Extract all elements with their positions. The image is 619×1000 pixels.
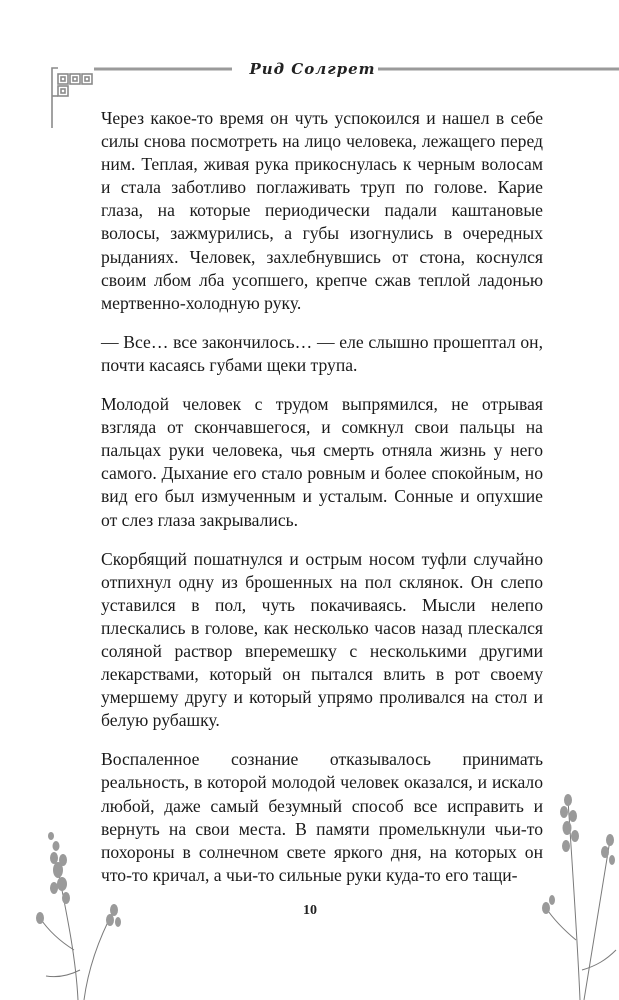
lavender-sprig-icon <box>540 780 619 1000</box>
running-title: Рид Солгрет <box>249 60 376 78</box>
paragraph: Молодой человек с трудом выпрямился, не отрывая взгляда от скончавшегося, и сомкнул свои пальцы на пальцах руки человека, чья смерть отняла жизнь у него самого. Дыхание его стало ровным и более спокойным, но вид его был измученным и усталым. Сонные и опухшие от слез глаза закрывались. <box>101 394 543 530</box>
paragraph: Воспаленное сознание отказывалось принимать реальность, в которой молодой человек оказался, и искало любой, даже самый безумный способ все исправить и вернуть на свои места. В памяти промелькнули чьи-то похороны в солнечном свете яркого дня, на которых он что-то кричал, а чьи-то сильные руки куда-то его тащи- <box>101 749 543 885</box>
paragraph: — Все… все закончилось… — еле слышно прошептал он, почти касаясь губами щеки трупа. <box>101 331 543 375</box>
paragraph: Скорбящий пошатнулся и острым носом туфли случайно отпихнул одну из брошенных на пол склянок. Он слепо уставился в пол, чуть покачиваясь. Мысли нелепо плескались в голове, как несколько часов назад плескался соляной раствор вперемешку с несколькими другими лекарствами, который он пытался влить в рот своему умершему другу и который упрямо проливался на стол и белую рубашку. <box>101 548 543 731</box>
lavender-sprig-icon <box>18 800 128 1000</box>
page-header <box>0 52 619 92</box>
body-text <box>101 107 543 903</box>
paragraph: Через какое-то время он чуть успокоился и нашел в себе силы снова посмотреть на лицо человека, лежащего перед ним. Теплая, живая рука прикоснулась к черным волосам и стала заботливо поглаживать труп по голове. Карие глаза, на которые периодически падали каштановые волосы, зажмурились, а губы изогнулись в очередных рыданиях. Человек, захлебнувшись от стона, коснулся своим лбом лба усопшего, крепче сжав теплой ладонью мертвенно-холодную руку. <box>101 108 543 313</box>
page-number: 10 <box>303 903 317 918</box>
